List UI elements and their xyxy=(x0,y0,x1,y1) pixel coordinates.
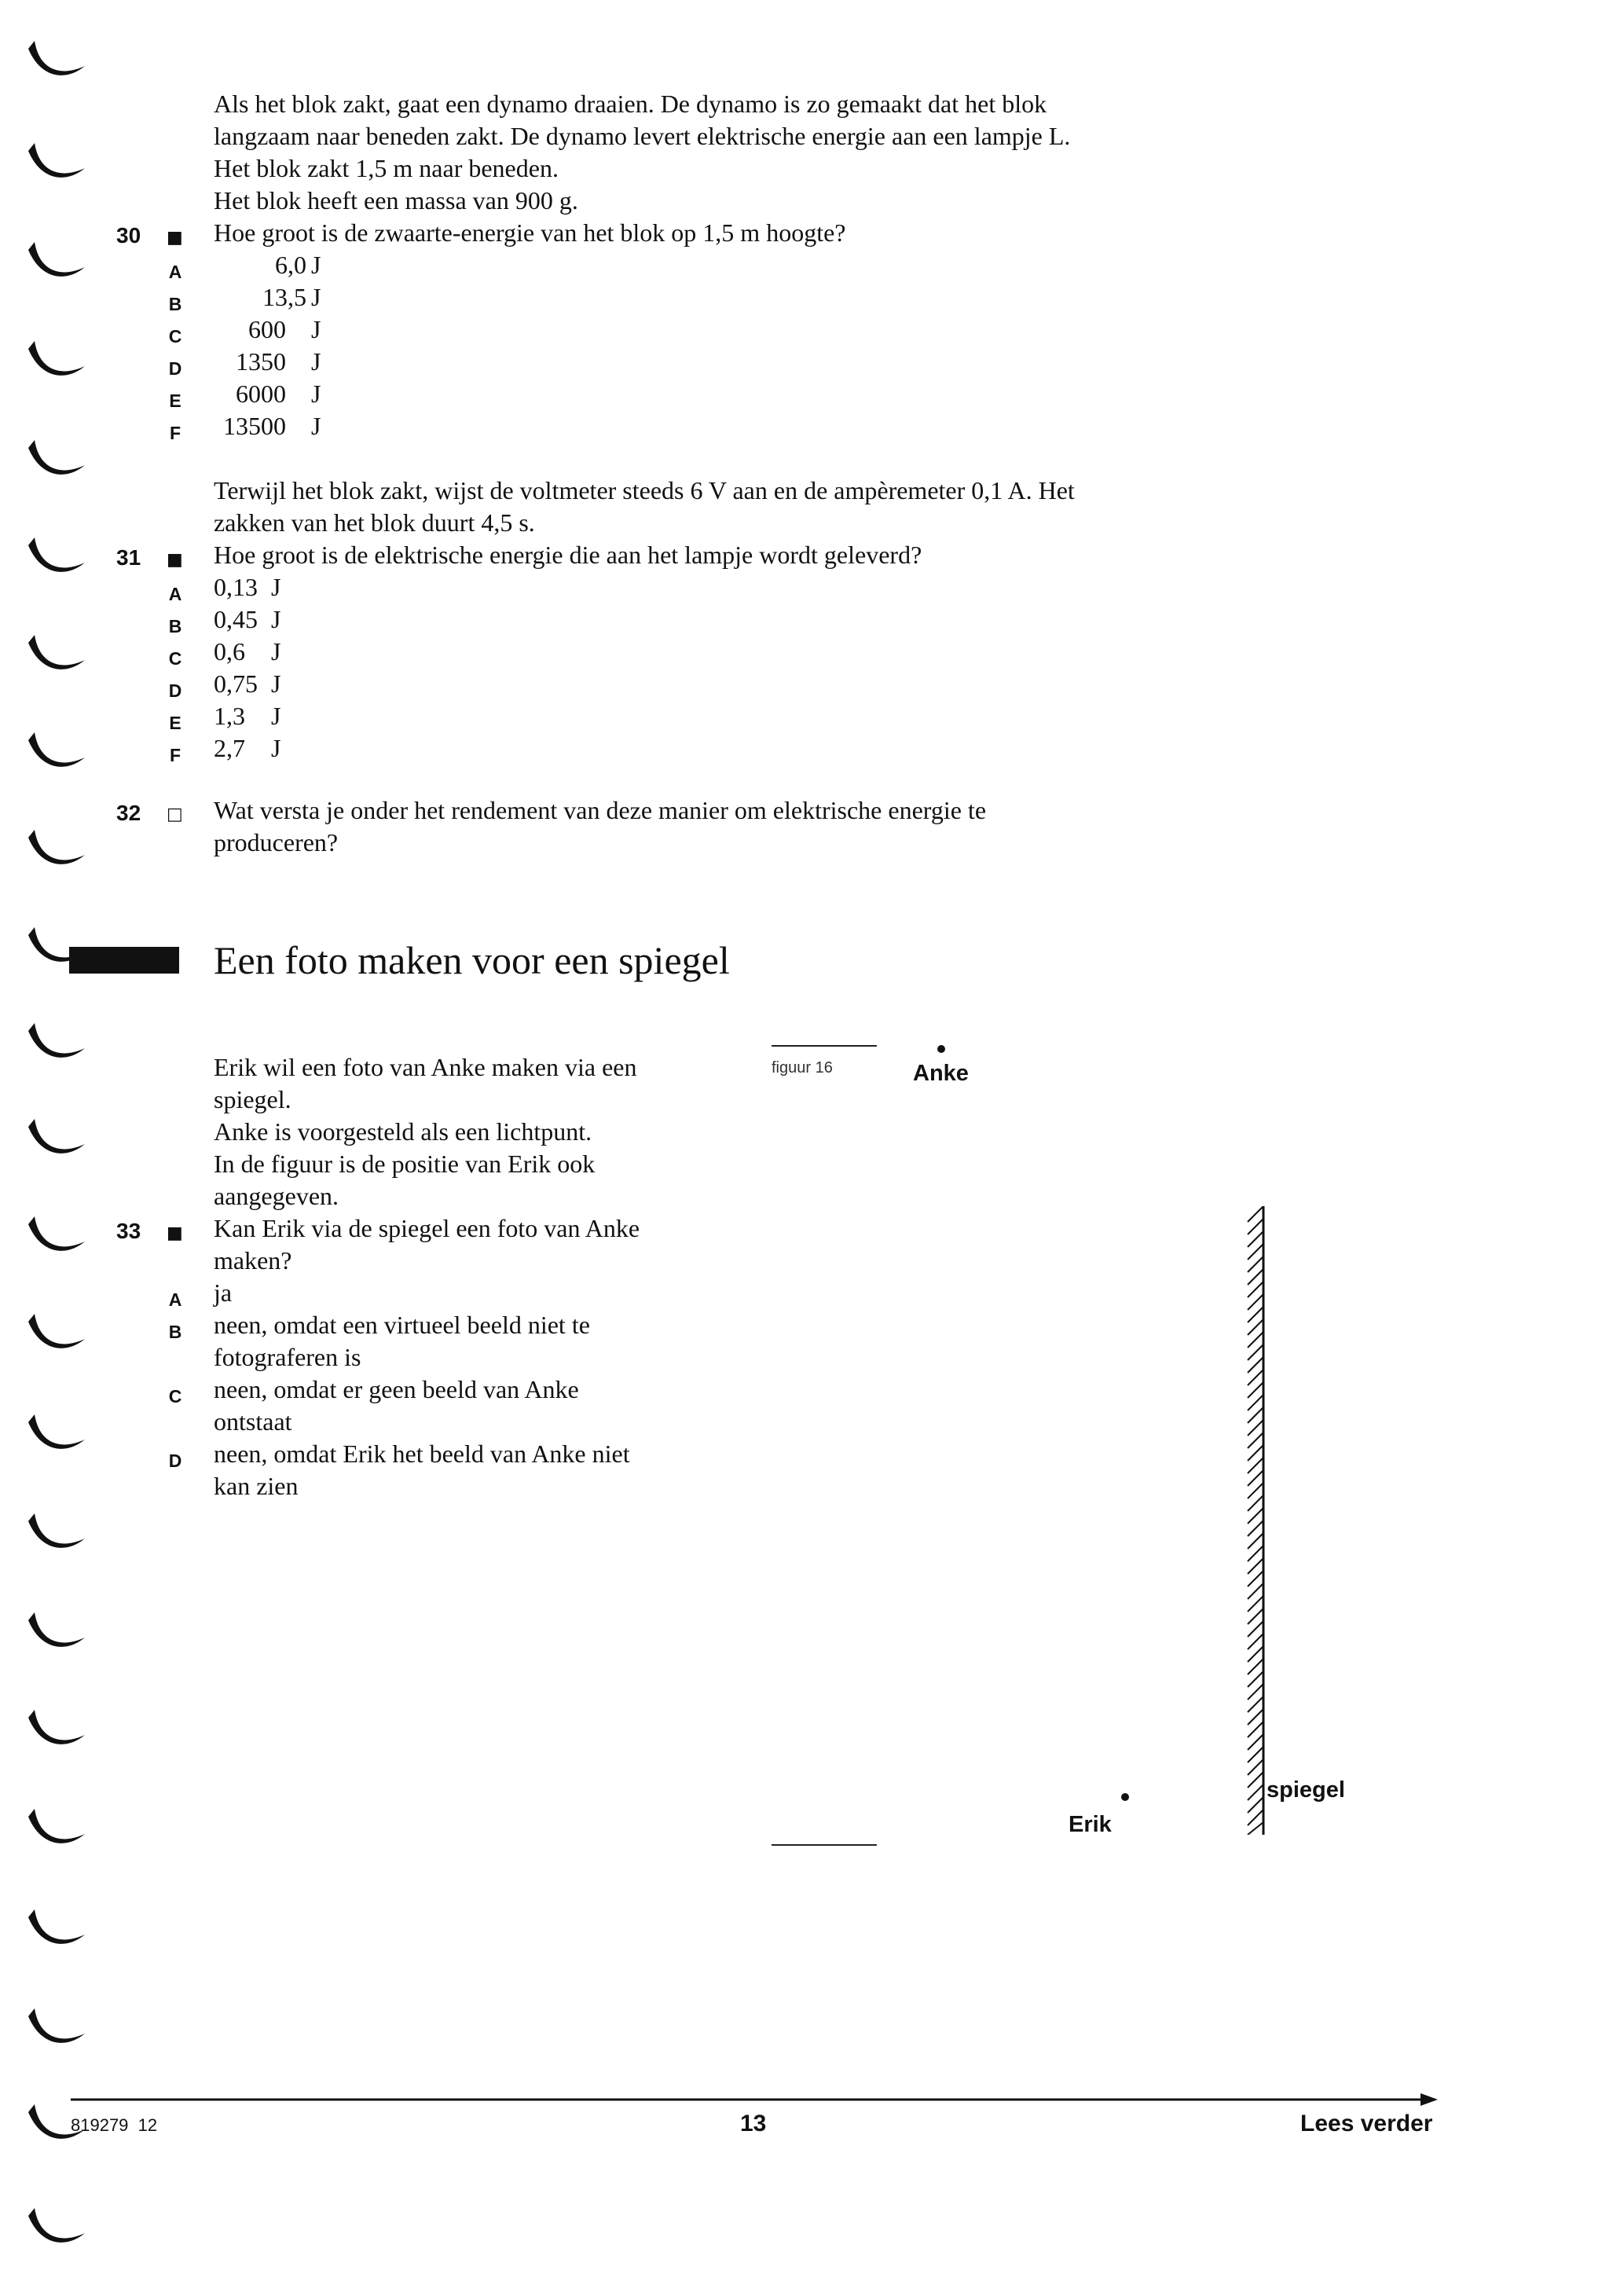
option-text: fotograferen is xyxy=(214,1343,361,1371)
option-value: 1350 xyxy=(236,347,286,376)
intro-line: zakken van het blok duurt 4,5 s. xyxy=(214,508,535,537)
question-marker: ■ xyxy=(167,550,183,570)
intro-line: Terwijl het blok zakt, wijst de voltmeter steeds 6 V aan en de ampèremeter 0,1 A. Het xyxy=(214,476,1075,504)
intro-line: Anke is voorgesteld als een lichtpunt. xyxy=(214,1117,592,1146)
option-letter: F xyxy=(169,423,181,443)
option-value: 6000 xyxy=(236,380,286,408)
option-value: 0,75 xyxy=(214,669,258,698)
question-text: maken? xyxy=(214,1246,292,1275)
question-text: Hoe groot is de elektrische energie die aan het lampje wordt geleverd? xyxy=(214,541,922,569)
footer-arrow-rule xyxy=(71,2092,1438,2107)
intro-line: Het blok zakt 1,5 m naar beneden. xyxy=(214,154,559,182)
option-letter: B xyxy=(168,294,182,314)
intro-line: Het blok heeft een massa van 900 g. xyxy=(214,186,578,215)
intro-line: spiegel. xyxy=(214,1085,291,1113)
question-text: Kan Erik via de spiegel een foto van Anke xyxy=(214,1214,640,1242)
option-value: 0,45 xyxy=(214,605,258,633)
mirror xyxy=(1241,1206,1267,1835)
option-unit: J xyxy=(311,347,321,376)
question-text: Wat versta je onder het rendement van deze manier om elektrische energie te xyxy=(214,796,987,824)
intro-line: In de figuur is de positie van Erik ook xyxy=(214,1150,596,1178)
option-letter: D xyxy=(168,358,182,379)
option-value: 13500 xyxy=(223,412,286,440)
section-title: Een foto maken voor een spiegel xyxy=(214,938,730,982)
option-unit: J xyxy=(271,734,281,762)
option-letter: A xyxy=(168,262,182,282)
option-text: ontstaat xyxy=(214,1407,292,1436)
figure-caption: figuur 16 xyxy=(772,1059,833,1076)
option-unit: J xyxy=(271,573,281,601)
option-letter: E xyxy=(169,713,181,733)
intro-line: langzaam naar beneden zakt. De dynamo levert elektrische energie aan een lampje L. xyxy=(214,122,1071,150)
option-text: neen, omdat Erik het beeld van Anke niet xyxy=(214,1440,630,1468)
option-text: ja xyxy=(214,1278,233,1307)
option-value: 13,5 xyxy=(262,283,306,311)
intro-line: Erik wil een foto van Anke maken via een xyxy=(214,1053,637,1081)
option-value: 600 xyxy=(248,315,286,343)
option-unit: J xyxy=(271,637,281,666)
figure-top-rule xyxy=(772,1045,877,1047)
binding-rings xyxy=(0,0,102,2296)
intro-line: aangegeven. xyxy=(214,1182,339,1210)
question-text: produceren? xyxy=(214,828,339,856)
option-letter: E xyxy=(169,391,181,411)
option-value: 0,13 xyxy=(214,573,258,601)
anke-label: Anke xyxy=(913,1061,969,1086)
option-letter: C xyxy=(168,326,182,347)
option-unit: J xyxy=(271,605,281,633)
option-letter: A xyxy=(168,1289,182,1310)
question-number: 32 xyxy=(116,801,141,825)
option-value: 0,6 xyxy=(214,637,245,666)
option-text: kan zien xyxy=(214,1472,299,1500)
option-letter: D xyxy=(168,680,182,701)
option-value: 6,0 xyxy=(275,251,306,279)
question-marker: ■ xyxy=(167,1223,183,1243)
option-letter: D xyxy=(168,1451,182,1471)
figure-bottom-rule xyxy=(772,1844,877,1846)
continue-label: Lees verder xyxy=(1300,2111,1433,2136)
option-unit: J xyxy=(311,251,321,279)
option-unit: J xyxy=(311,380,321,408)
option-value: 2,7 xyxy=(214,734,245,762)
question-marker: □ xyxy=(167,805,183,824)
intro-line: Als het blok zakt, gaat een dynamo draaien. De dynamo is zo gemaakt dat het blok xyxy=(214,90,1047,118)
exam-code: 819279 12 xyxy=(71,2115,158,2135)
option-text: neen, omdat er geen beeld van Anke xyxy=(214,1375,579,1403)
erik-label: Erik xyxy=(1069,1812,1112,1837)
option-unit: J xyxy=(311,283,321,311)
question-number: 30 xyxy=(116,223,141,248)
erik-point xyxy=(1121,1793,1129,1801)
question-text: Hoe groot is de zwaarte-energie van het blok op 1,5 m hoogte? xyxy=(214,218,846,247)
option-unit: J xyxy=(271,669,281,698)
option-letter: C xyxy=(168,1386,182,1407)
page-number: 13 xyxy=(740,2111,767,2136)
option-letter: F xyxy=(169,745,181,765)
question-number: 33 xyxy=(116,1219,141,1243)
section-marker-bar xyxy=(69,947,179,974)
question-marker: ■ xyxy=(167,228,183,248)
question-number: 31 xyxy=(116,545,141,570)
option-letter: C xyxy=(168,648,182,669)
option-letter: A xyxy=(168,584,182,604)
option-unit: J xyxy=(311,412,321,440)
option-text: neen, omdat een virtueel beeld niet te xyxy=(214,1311,590,1339)
option-unit: J xyxy=(311,315,321,343)
option-letter: B xyxy=(168,1322,182,1342)
option-letter: B xyxy=(168,616,182,636)
mirror-label: spiegel xyxy=(1267,1777,1345,1803)
option-unit: J xyxy=(271,702,281,730)
option-value: 1,3 xyxy=(214,702,245,730)
anke-point xyxy=(937,1045,945,1053)
